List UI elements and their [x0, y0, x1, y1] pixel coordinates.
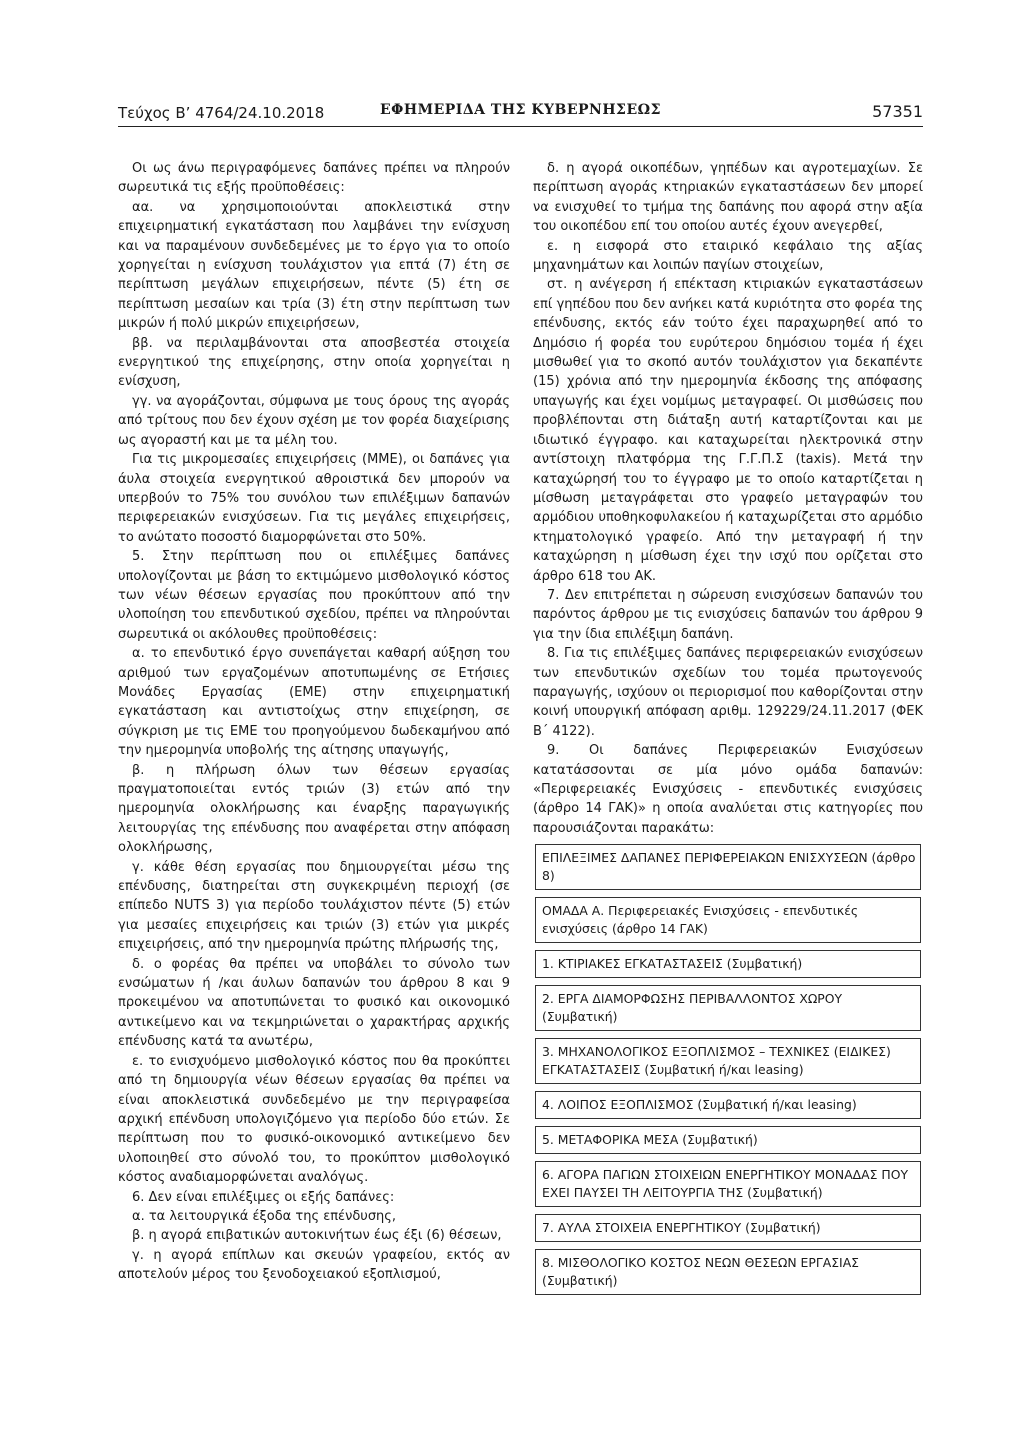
paragraph: 5. Στην περίπτωση που οι επιλέξιμες δαπάνες υπολογίζονται με βάση το εκτιμώμενο μισθολογικό κόστος των νέων θέσεων εργασίας που προκύπτουν από την υλοποίηση του επενδυτικού σχεδίου, πρέπει να πληρούνται σωρευτικά οι ακόλουθες προϋποθέσεις: — [118, 549, 510, 642]
right-column — [533, 159, 923, 1295]
paragraph: 6. Δεν είναι επιλέξιμες οι εξής δαπάνες: — [132, 1189, 395, 1205]
table-spacer — [536, 943, 921, 951]
table-row: 2. ΕΡΓΑ ΔΙΑΜΟΡΦΩΣΗΣ ΠΕΡΙΒΑΛΛΟΝΤΟΣ ΧΩΡΟΥ (Συμβατική) — [536, 986, 921, 1031]
table-spacer — [536, 978, 921, 986]
paragraph: 7. Δεν επιτρέπεται η σώρευση ενισχύσεων δαπανών του παρόντος άρθρου με τις ενισχύσεις δαπανών του άρθρου 9 για την ίδια επιλέξιμη δαπάνη. — [533, 587, 923, 642]
table-spacer — [536, 1207, 921, 1215]
paragraph: στ. η ανέγερση ή επέκταση κτιριακών εγκαταστάσεων επί γηπέδου που δεν ανήκει κατά κυριότητα στο φορέα της επένδυσης, εκτός εάν τούτο έχει παραχωρηθεί από το Δημόσιο ή φορέα του ευρύτερου δημόσιου τομέα ή έχει μισθωθεί για το σκοπό αυτόν τουλάχιστον για δεκαπέντε (15) χρόνια από την ημερομηνία έκδοσης της απόφασης υπαγωγής και έχει νομίμως μεταγραφεί. Οι μισθώσεις που προβλέπονται στη διάταξη αυτή καταρτίζονται και με ιδιωτικό έγγραφο. και καταχωρείται ηλεκτρονικά στην αντίστοιχη πλατφόρμα της Γ.Γ.Π.Σ (taxis). Μετά την καταχώρησή του το έγγραφο με το οποίο καταρτίζεται η μίσθωση μεταγράφεται στο γραφείο μεταγραφών του αρμόδιου υποθηκοφυλακείου ή καταχωρίζεται στο αρμόδιο κτηματολογικό γραφείο. Από την μεταγραφή ή την καταχώρηση η μίσθωση έχει την ισχύ που ορίζεται στο άρθρο 618 του ΑΚ. — [533, 277, 923, 584]
paragraph: 8. Για τις επιλέξιμες δαπάνες περιφερειακών ενισχύσεων των επενδυτικών σχεδίων του τομέα πρωτογενούς παραγωγής, ισχύουν οι περιορισμοί που καθορίζονται στην κοινή υπουργική απόφαση αριθμ. 129229/24.11.2017 (ΦΕΚ Β΄ 4122). — [533, 646, 923, 739]
gazette-title: ΕΦΗΜΕΡΙΔΑ ΤΗΣ ΚΥΒΕΡΝΗΣΕΩΣ — [379, 102, 661, 118]
paragraph: β. η πλήρωση όλων των θέσεων εργασίας πραγματοποιείται εντός τριών (3) ετών από την ημερομηνία ολοκλήρωσης και έναρξης παραγωγικής λειτουργίας της επένδυσης που αναφέρεται στην απόφαση ολοκλήρωσης, — [118, 762, 510, 856]
table-spacer — [536, 1119, 921, 1127]
page-header — [118, 102, 923, 126]
table-row: 3. ΜΗΧΑΝΟΛΟΓΙΚΟΣ ΕΞΟΠΛΙΣΜΟΣ – ΤΕΧΝΙΚΕΣ (ΕΙΔΙΚΕΣ) ΕΓΚΑΤΑΣΤΑΣΕΙΣ (Συμβατική ή/και leasing) — [536, 1039, 921, 1084]
paragraph: Για τις μικρομεσαίες επιχειρήσεις (ΜΜΕ), οι δαπάνες για άυλα στοιχεία ενεργητικού αθροιστικά δεν μπορούν να υπερβούν το 75% του συνόλου των επιλέξιμων δαπανών περιφερειακών ενισχύσεων. Για τις μεγάλες επιχειρήσεις, το ανώτατο ποσοστό διαμορφώνεται στο 50%. — [118, 452, 510, 545]
paragraph: γγ. να αγοράζονται, σύμφωνα με τους όρους της αγοράς από τρίτους που δεν έχουν σχέση με τον φορέα διαχείρισης ως αγοραστή και με τα μέλη του. — [118, 393, 510, 448]
paragraph: ββ. να περιλαμβάνονται στα αποσβεστέα στοιχεία ενεργητικού της επιχείρησης, στην οποία χορηγείται η ενίσχυση, — [118, 335, 510, 390]
table-group: ΟΜΑΔΑ Α. Περιφερειακές Ενισχύσεις - επενδυτικές ενισχύσεις (άρθρο 14 ΓΑΚ) — [536, 898, 921, 943]
header-rule — [118, 126, 923, 127]
paragraph: ε. το ενισχυόμενο μισθολογικό κόστος που θα προκύπτει από τη δημιουργία νέων θέσεων εργασίας θα πρέπει να είναι αποκλειστικά συνδεδεμένο με την περιγραφείσα αρχική επένδυση υπολογιζόμενο για περίοδο δύο ετών. Σε περίπτωση που το φυσικό-οικονομικό αντικείμενο δεν υλοποιηθεί στο σύνολό του, το προκύπτον μισθολογικό κόστος αναδιαμορφώνεται αναλόγως. — [118, 1053, 510, 1186]
paragraph: α. το επενδυτικό έργο συνεπάγεται καθαρή αύξηση του αριθμού των εργαζομένων αποτυπωμένης σε Ετήσιες Μονάδες Εργασίας (ΕΜΕ) στην επιχειρηματική εγκατάσταση και αντιστοίχως στην επιχείρηση, σε σύγκριση με τις ΕΜΕ του προηγούμενου δωδεκαμήνου από την ημερομηνία υποβολής της αίτησης υπαγωγής, — [118, 646, 510, 759]
paragraph: β. η αγορά επιβατικών αυτοκινήτων έως έξι (6) θέσεων, — [132, 1228, 502, 1244]
table-spacer — [536, 890, 921, 898]
table-heading: ΕΠΙΛΕΞΙΜΕΣ ΔΑΠΑΝΕΣ ΠΕΡΙΦΕΡΕΙΑΚΩΝ ΕΝΙΣΧΥΣΕΩΝ (άρθρο 8) — [536, 845, 921, 890]
table-row: 5. ΜΕΤΑΦΟΡΙΚΑ ΜΕΣΑ (Συμβατική) — [536, 1127, 921, 1154]
table-spacer — [536, 1154, 921, 1162]
table-row: 4. ΛΟΙΠΟΣ ΕΞΟΠΛΙΣΜΟΣ (Συμβατική ή/και leasing) — [536, 1092, 921, 1119]
table-row: 7. ΑΥΛΑ ΣΤΟΙΧΕΙΑ ΕΝΕΡΓΗΤΙΚΟΥ (Συμβατική) — [536, 1215, 921, 1242]
eligible-expenses-table — [535, 844, 921, 1295]
table-row: 1. ΚΤΙΡΙΑΚΕΣ ΕΓΚΑΤΑΣΤΑΣΕΙΣ (Συμβατική) — [536, 951, 921, 978]
paragraph: α. τα λειτουργικά έξοδα της επένδυσης, — [132, 1208, 397, 1224]
paragraph: ε. η εισφορά στο εταιρικό κεφάλαιο της αξίας μηχανημάτων και λοιπών παγίων στοιχείων, — [533, 238, 923, 274]
table-spacer — [536, 1084, 921, 1092]
left-column — [118, 159, 510, 1285]
paragraph: γ. κάθε θέση εργασίας που δημιουργείται μέσω της επένδυσης, διατηρείται στη συγκεκριμένη περιοχή (σε επίπεδο NUTS 3) για περίοδο τουλάχιστον πέντε (5) ετών για μεσαίες επιχειρήσεις και τριών (3) ετών για μικρές επιχειρήσεις, από την ημερομηνία πρώτης πλήρωσής της, — [118, 859, 510, 953]
paragraph: γ. η αγορά επίπλων και σκευών γραφείου, εκτός αν αποτελούν μέρος του ξενοδοχειακού εξοπλισμού, — [118, 1247, 510, 1283]
table-row: 8. ΜΙΣΘΟΛΟΓΙΚΟ ΚΟΣΤΟΣ ΝΕΩΝ ΘΕΣΕΩΝ ΕΡΓΑΣΙΑΣ (Συμβατική) — [536, 1250, 921, 1295]
issue-number: Τεύχος Β’ 4764/24.10.2018 — [118, 104, 325, 122]
table-spacer — [536, 1242, 921, 1250]
paragraph: 9. Οι δαπάνες Περιφερειακών Ενισχύσεων κατατάσσονται σε μία μόνο ομάδα δαπανών: «Περιφερειακές Ενισχύσεις - επενδυτικές ενισχύσεις (άρθρο 14 ΓΑΚ)» η οποία αναλύεται στις κατηγορίες που παρουσιάζονται παρακάτω: — [533, 743, 923, 836]
table-spacer — [536, 1031, 921, 1039]
table-row: 6. ΑΓΟΡΑ ΠΑΓΙΩΝ ΣΤΟΙΧΕΙΩΝ ΕΝΕΡΓΗΤΙΚΟΥ ΜΟΝΑΔΑΣ ΠΟΥ ΕΧΕΙ ΠΑΥΣΕΙ ΤΗ ΛΕΙΤΟΥΡΓΙΑ ΤΗΣ (Συμβατική) — [536, 1162, 921, 1207]
paragraph: δ. ο φορέας θα πρέπει να υποβάλει το σύνολο των ενσώματων ή /και άυλων δαπανών του άρθρου 8 και 9 προκειμένου να αποτυπώνεται το φυσικό και οικονομικό αντικείμενο και να τεκμηριώνεται ο χαρακτήρας αρχικής επένδυσης κατά τα ανωτέρω, — [118, 956, 510, 1050]
page-number: 57351 — [872, 102, 923, 121]
paragraph: αα. να χρησιμοποιούνται αποκλειστικά στην επιχειρηματική εγκατάσταση που λαμβάνει την ενίσχυση και να παραμένουν συνδεδεμένες με το έργο για το οποίο χορηγείται η ενίσχυση τουλάχιστον για επτά (7) έτη σε περίπτωση μεγάλων επιχειρήσεων, πέντε (5) έτη σε περίπτωση μεσαίων και τρία (3) έτη στην περίπτωση των μικρών ή πολύ μικρών επιχειρήσεων, — [118, 199, 510, 332]
paragraph: δ. η αγορά οικοπέδων, γηπέδων και αγροτεμαχίων. Σε περίπτωση αγοράς κτηριακών εγκαταστάσεων δεν μπορεί να ενισχυθεί το τμήμα της δαπάνης που αφορά στην αξία του οικοπέδου επί του οποίου αυτές έχουν ανεγερθεί, — [533, 161, 923, 235]
paragraph: Οι ως άνω περιγραφόμενες δαπάνες πρέπει να πληρούν σωρευτικά τις εξής προϋποθέσεις: — [118, 161, 510, 196]
